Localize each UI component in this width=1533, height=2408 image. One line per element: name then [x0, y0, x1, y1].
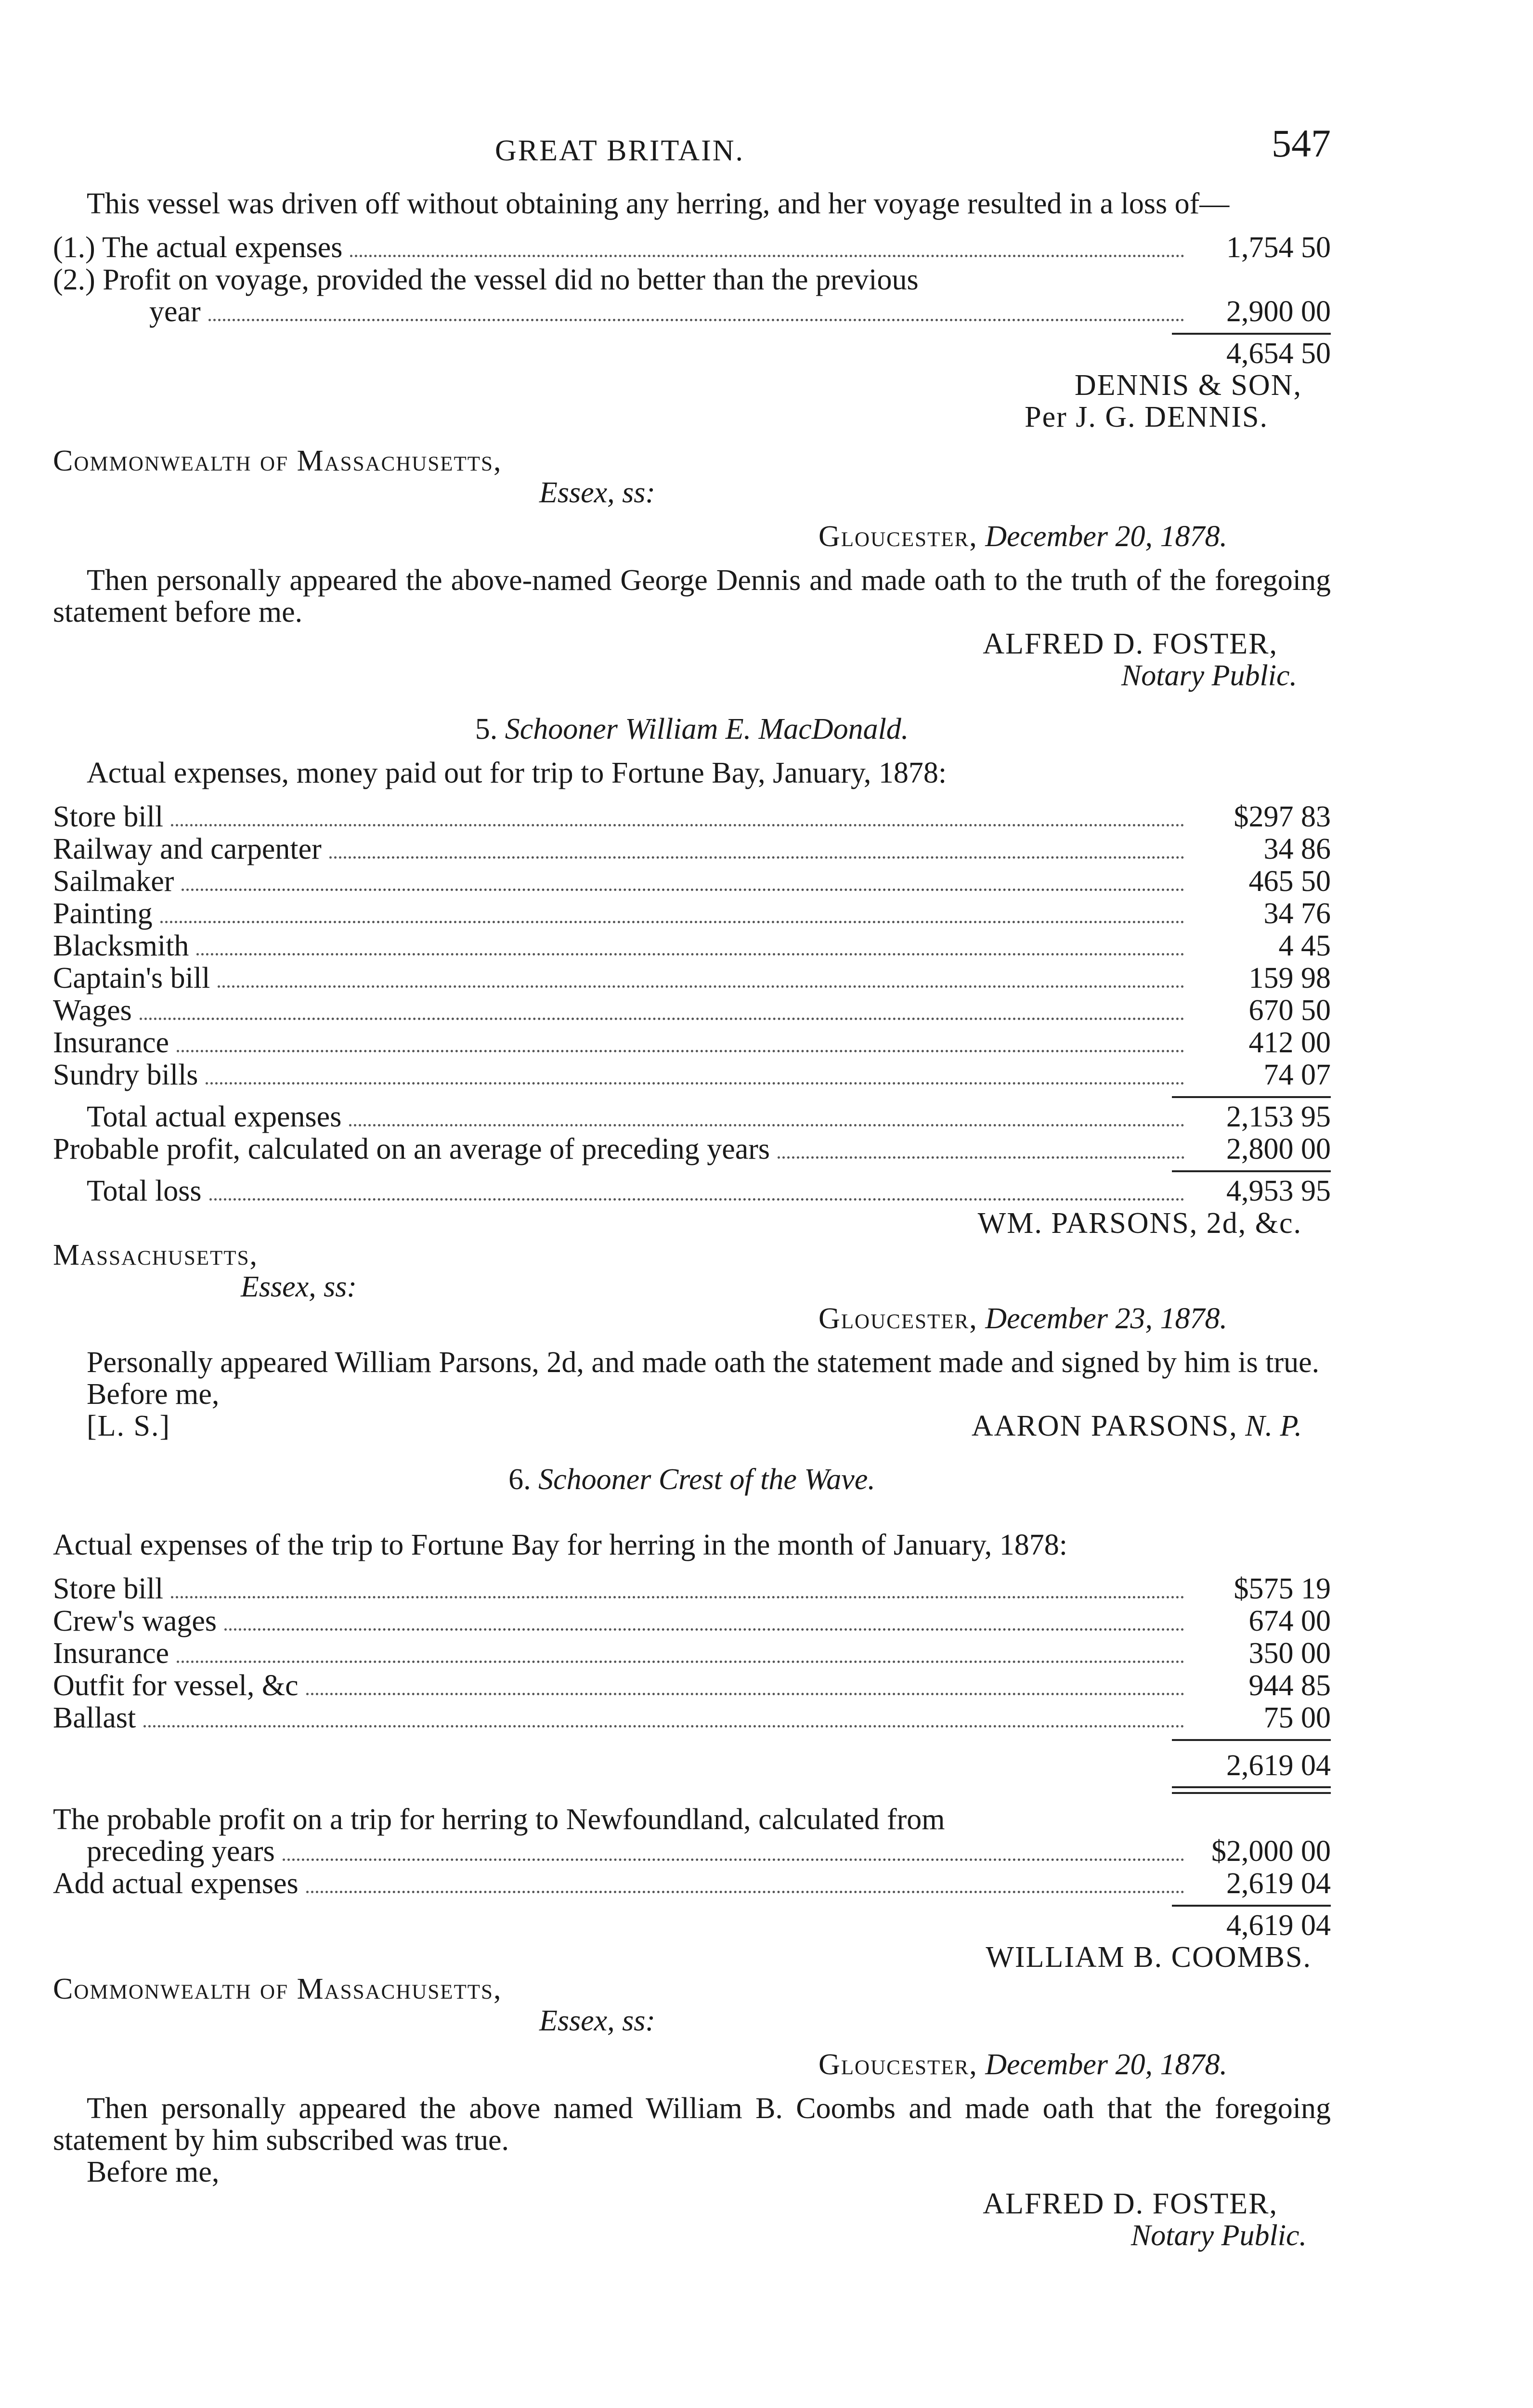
sec6-items: [53, 1573, 1331, 1734]
line-label: Crew's wages: [53, 1605, 217, 1637]
line-amount: 465 50: [1248, 865, 1331, 898]
sec5-signer: WM. PARSONS, 2d, &c.: [977, 1207, 1302, 1240]
leader-dots: [171, 1596, 1184, 1598]
line-amount: 944 85: [1248, 1669, 1331, 1702]
leader-dots: [140, 1018, 1184, 1020]
line-amount: 2,800 00: [1226, 1133, 1331, 1165]
sec6-probable: [53, 1835, 1331, 1868]
sec6-intro: Actual expenses of the trip to Fortune Bay for herring in the month of January, 1878:: [53, 1529, 1067, 1561]
sec4-item-1: [53, 232, 1331, 264]
leader-dots: [306, 1693, 1184, 1695]
double-rule: [1172, 1786, 1331, 1794]
sec6-probable-line1: The probable profit on a trip for herring to Newfoundland, calculated from: [53, 1803, 945, 1836]
sec4-intro: This vessel was driven off without obtaining any herring, and her voyage resulted in a loss of—: [87, 187, 1230, 220]
line-label: Insurance: [53, 1637, 169, 1670]
sec5-item: [53, 962, 1331, 995]
line-amount: 4 45: [1278, 929, 1331, 962]
sec5-venue: Massachusetts,: [53, 1239, 258, 1271]
line-label: preceding years: [87, 1835, 275, 1868]
line-label: (1.) The actual expenses: [53, 231, 343, 264]
sec5-dateline: [53, 1303, 1331, 1335]
leader-dots: [224, 1628, 1184, 1631]
running-head: GREAT BRITAIN.: [494, 134, 745, 167]
leader-dots: [218, 985, 1184, 988]
line-amount: 674 00: [1248, 1605, 1331, 1637]
line-label: year: [149, 295, 201, 328]
heading-title: Schooner William E. MacDonald.: [505, 713, 909, 746]
heading-title: Schooner Crest of the Wave.: [538, 1463, 875, 1496]
seal: [L. S.]: [87, 1410, 171, 1442]
line-label: Probable profit, calculated on an average of preceding years: [53, 1133, 770, 1165]
sec5-heading: [53, 713, 1331, 745]
line-amount: 2,153 95: [1226, 1100, 1331, 1133]
sum-rule: [1172, 1905, 1331, 1907]
notary-name: AARON PARSONS,: [971, 1410, 1238, 1442]
sec4-notary-title: Notary Public.: [1121, 659, 1297, 692]
line-label: Captain's bill: [53, 962, 210, 995]
sec5-item: [53, 1027, 1331, 1059]
date: December 20, 1878.: [985, 520, 1227, 553]
sec6-venue: Commonwealth of Massachusetts,: [53, 1973, 502, 2005]
line-amount: 350 00: [1248, 1637, 1331, 1670]
date: December 20, 1878.: [985, 2048, 1227, 2081]
line-label: Ballast: [53, 1701, 136, 1734]
leader-dots: [349, 1124, 1184, 1126]
sec5-notary-block: [972, 1410, 1331, 1442]
leader-dots: [306, 1891, 1184, 1893]
sec6-item: [53, 1605, 1331, 1637]
leader-dots: [177, 1661, 1184, 1663]
sec4-item-2-line1: (2.) Profit on voyage, provided the vessel did no better than the previous: [53, 263, 919, 296]
notary-abbr: N. P.: [1245, 1410, 1302, 1442]
line-amount: 2,619 04: [1226, 1867, 1331, 1900]
leader-dots: [209, 1198, 1185, 1201]
line-label: Store bill: [53, 800, 164, 833]
place: Gloucester,: [818, 520, 978, 553]
line-amount: 74 07: [1263, 1059, 1331, 1091]
sec5-county: Essex, ss:: [241, 1270, 357, 1303]
sec6-notary: ALFRED D. FOSTER,: [983, 2187, 1278, 2220]
line-label: Outfit for vessel, &c: [53, 1669, 299, 1702]
sec5-item: [53, 833, 1331, 865]
leader-dots: [171, 824, 1184, 826]
leader-dots: [177, 1050, 1184, 1052]
sec5-item: [53, 865, 1331, 898]
line-amount: 670 50: [1248, 994, 1331, 1027]
line-label: Total loss: [87, 1175, 202, 1207]
sec6-subtotal: 2,619 04: [1226, 1749, 1331, 1782]
line-amount: 34 76: [1263, 897, 1331, 930]
sec5-item: [53, 801, 1331, 833]
leader-dots: [196, 953, 1184, 955]
line-amount: 75 00: [1263, 1701, 1331, 1734]
line-label: Sundry bills: [53, 1059, 198, 1091]
sum-rule: [1172, 1170, 1331, 1172]
sum-rule: [1172, 1739, 1331, 1741]
sec5-oath: Personally appeared William Parsons, 2d, and made oath the statement made and signed by him is true.: [87, 1346, 1320, 1379]
sec4-county: Essex, ss:: [539, 476, 656, 509]
sec6-heading: [53, 1464, 1331, 1495]
sec6-county: Essex, ss:: [539, 2004, 656, 2037]
line-label: Insurance: [53, 1026, 169, 1059]
line-label: Store bill: [53, 1572, 164, 1605]
sec5-intro: Actual expenses, money paid out for trip to Fortune Bay, January, 1878:: [87, 757, 947, 789]
sec6-item: [53, 1670, 1331, 1702]
sec5-item: [53, 898, 1331, 930]
heading-number: 6.: [508, 1463, 531, 1496]
line-label: Total actual expenses: [87, 1100, 342, 1133]
sec5-total-actual: [53, 1101, 1331, 1133]
line-amount: 34 86: [1263, 833, 1331, 865]
place: Gloucester,: [818, 2048, 978, 2081]
sec4-dateline: [53, 521, 1331, 552]
leader-dots: [143, 1725, 1184, 1727]
line-amount: 1,754 50: [1226, 231, 1331, 264]
page-number: 547: [1272, 121, 1331, 165]
sec5-item: [53, 995, 1331, 1027]
line-label: Wages: [53, 994, 132, 1027]
leader-dots: [283, 1858, 1184, 1861]
sec5-items: [53, 801, 1331, 1091]
line-label: Railway and carpenter: [53, 833, 322, 865]
line-amount: 159 98: [1248, 962, 1331, 995]
sec6-total: 4,619 04: [1226, 1909, 1331, 1942]
heading-number: 5.: [475, 713, 498, 746]
sec6-dateline: [53, 2049, 1331, 2081]
sec6-before-me: Before me,: [87, 2156, 220, 2188]
place: Gloucester,: [818, 1302, 978, 1335]
sec4-notary: ALFRED D. FOSTER,: [983, 628, 1278, 660]
line-amount: 2,900 00: [1226, 295, 1331, 328]
sec5-item: [53, 930, 1331, 962]
sec6-oath: Then personally appeared the above named William B. Coombs and made oath that the foregoing statement by him subscribed was true.: [53, 2092, 1331, 2157]
leader-dots: [329, 856, 1184, 859]
sec4-total: 4,654 50: [1226, 337, 1331, 370]
leader-dots: [182, 889, 1184, 891]
line-label: Painting: [53, 897, 153, 930]
sum-rule: [1172, 1096, 1331, 1098]
line-amount: 4,953 95: [1226, 1175, 1331, 1207]
sec5-item: [53, 1059, 1331, 1091]
page-header: [53, 120, 1331, 188]
leader-dots: [206, 1082, 1184, 1085]
sec5-before-me: Before me,: [87, 1378, 220, 1411]
sec5-total-loss: [53, 1175, 1331, 1207]
sec4-item-2: [53, 296, 1331, 328]
sec6-add: [53, 1868, 1331, 1900]
sec4-venue: Commonwealth of Massachusetts,: [53, 445, 502, 477]
date: December 23, 1878.: [985, 1302, 1227, 1335]
leader-dots: [778, 1156, 1184, 1159]
sec6-item: [53, 1702, 1331, 1734]
line-amount: 412 00: [1248, 1026, 1331, 1059]
line-label: Sailmaker: [53, 865, 174, 898]
sec6-item: [53, 1573, 1331, 1605]
sec6-notary-title: Notary Public.: [1130, 2219, 1307, 2252]
line-label: Add actual expenses: [53, 1867, 299, 1900]
sec4-oath: Then personally appeared the above-named George Dennis and made oath to the truth of the foregoing statement before me.: [53, 564, 1331, 628]
sec5-notary-row: [53, 1410, 1331, 1442]
sec6-signer: WILLIAM B. COOMBS.: [986, 1941, 1312, 1974]
leader-dots: [208, 319, 1184, 321]
sec4-per: Per J. G. DENNIS.: [1025, 401, 1268, 433]
leader-dots: [350, 255, 1184, 257]
line-amount: $575 19: [1234, 1572, 1331, 1605]
sec5-probable: [53, 1133, 1331, 1165]
sec6-item: [53, 1637, 1331, 1670]
line-amount: $297 83: [1234, 800, 1331, 833]
sec4-signer: DENNIS & SON,: [1074, 369, 1302, 402]
line-label: Blacksmith: [53, 929, 189, 962]
leader-dots: [160, 921, 1184, 923]
line-amount: $2,000 00: [1211, 1835, 1331, 1868]
sum-rule: [1172, 333, 1331, 335]
